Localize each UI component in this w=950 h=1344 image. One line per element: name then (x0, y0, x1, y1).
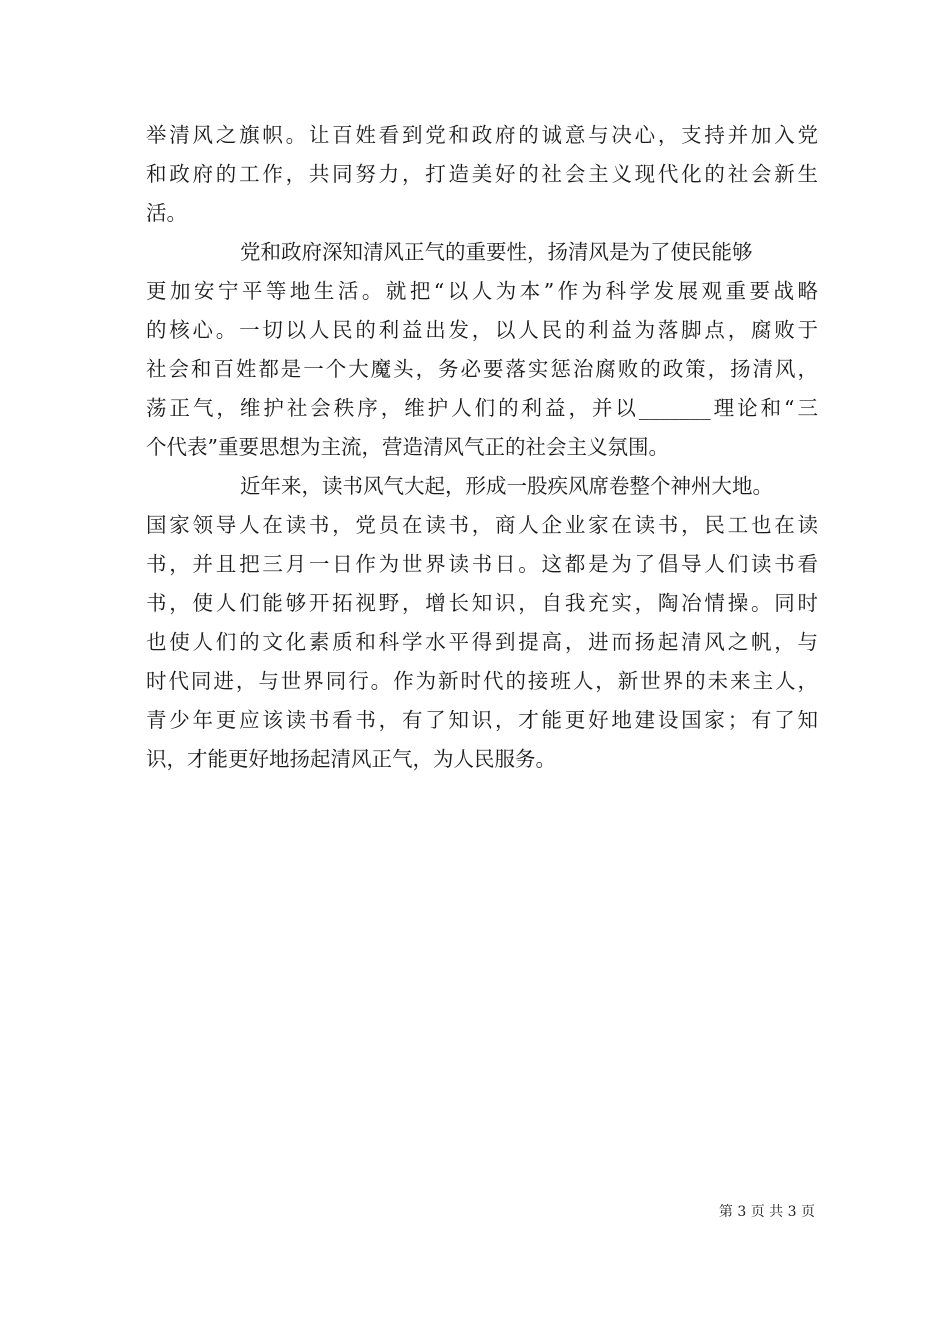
text-line: 更加安宁平等地生活。就把“以人为本”作为科学发展观重要战略 (146, 279, 818, 303)
text-line: 也使人们的文化素质和科学水平得到提高，进而扬起清风之帆，与 (146, 630, 818, 654)
text-line: 社会和百姓都是一个大魔头，务必要落实惩治腐败的政策，扬清风， (146, 357, 818, 381)
text-line: 书，并且把三月一日作为世界读书日。这都是为了倡导人们读书看 (146, 552, 818, 576)
text-line: 书，使人们能够开拓视野，增长知识，自我充实，陶冶情操。同时 (146, 591, 818, 615)
text-line: 和政府的工作，共同努力，打造美好的社会主义现代化的社会新生 (146, 162, 818, 186)
text-line: 近年来，读书风气大起，形成一股疾风席卷整个神州大地。 (240, 474, 773, 498)
text-line: 识，才能更好地扬起清风正气，为人民服务。 (146, 747, 556, 771)
text-line: 青少年更应该读书看书，有了知识，才能更好地建设国家；有了知 (146, 708, 818, 732)
text-line: 国家领导人在读书，党员在读书，商人企业家在读书，民工也在读 (146, 513, 818, 537)
paragraph-2 (146, 233, 818, 467)
document-body (146, 116, 818, 779)
page-number-footer: 第 3 页 共 3 页 (718, 1204, 815, 1220)
paragraph-3 (146, 467, 818, 779)
text-line: 荡正气，维护社会秩序，维护人们的利益，并以_______理论和“三 (146, 396, 818, 420)
text-line: 举清风之旗帜。让百姓看到党和政府的诚意与决心，支持并加入党 (146, 123, 818, 147)
paragraph-1 (146, 116, 818, 233)
text-line: 时代同进，与世界同行。作为新时代的接班人，新世界的未来主人， (146, 669, 818, 693)
text-line: 的核心。一切以人民的利益出发，以人民的利益为落脚点，腐败于 (146, 318, 818, 342)
text-line: 个代表”重要思想为主流，营造清风气正的社会主义氛围。 (146, 435, 669, 459)
text-line: 党和政府深知清风正气的重要性，扬清风是为了使民能够 (240, 240, 753, 264)
text-line: 活。 (146, 201, 187, 225)
